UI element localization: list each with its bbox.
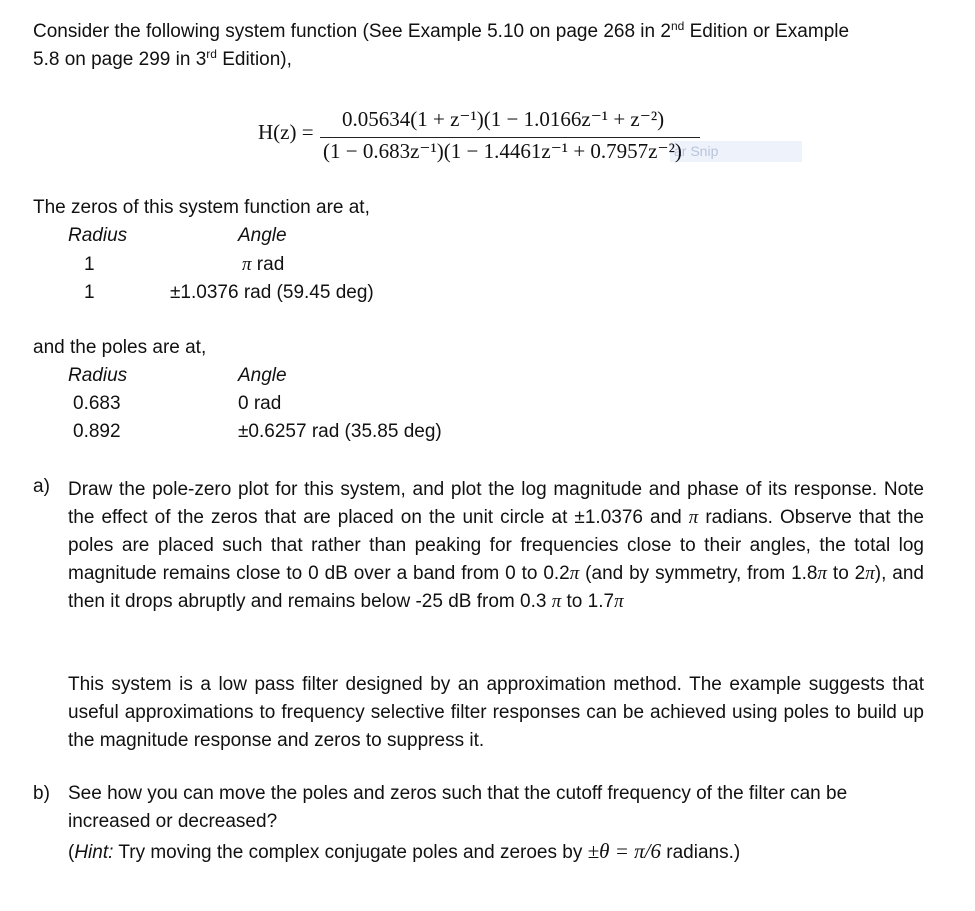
pole-2-radius: 0.892 (73, 421, 121, 442)
part-b-label: b) (33, 783, 50, 804)
intro-text-3: 5.8 on page 299 in 3 (33, 49, 207, 70)
ordinal-rd: rd (206, 47, 217, 61)
intro-text-4: Edition), (216, 49, 292, 70)
part-a-paragraph-2: This system is a low pass filter designed by an approximation method. The example suggests that useful approximations to frequency selective filter responses can be achieved using poles to build up the magnitude response and zeros to suppress it. (68, 674, 924, 751)
hint-end: radians.) (660, 842, 741, 863)
pi-symbol: π (551, 591, 562, 612)
zero-1-radius: 1 (84, 254, 95, 275)
zeros-col-angle: Angle (238, 225, 287, 246)
part-b-hint (68, 839, 740, 864)
zero-1-angle (242, 254, 284, 276)
part-a-text-5: ), and then it drops abruptly and remains below -25 dB from 0.3 (68, 563, 924, 612)
zero-2-angle: ±1.0376 rad (59.45 deg) (170, 282, 374, 303)
hint-paren: ( (68, 842, 75, 863)
pole-1-radius: 0.683 (73, 393, 121, 414)
zeros-heading: The zeros of this system function are at, (33, 197, 370, 218)
equation-numerator: 0.05634(1 + z⁻¹)(1 − 1.0166z⁻¹ + z⁻²) (342, 107, 665, 131)
part-b-line-2: increased or decreased? (68, 811, 278, 832)
zero-2-radius: 1 (84, 282, 95, 303)
equation-lhs: H(z) = (258, 120, 314, 144)
intro-text-2: Edition or Example (684, 21, 850, 42)
zeros-col-radius: Radius (68, 225, 128, 246)
intro-paragraph (33, 18, 933, 74)
ordinal-nd: nd (670, 19, 685, 33)
poles-col-angle: Angle (238, 365, 287, 386)
part-b-line-1: See how you can move the poles and zeros such that the cutoff frequency of the filter can be (68, 783, 848, 804)
part-a-text-4: to 2 (827, 563, 866, 584)
intro-text-1: Consider the following system function (See Example 5.10 on page 268 in 2 (33, 21, 671, 42)
part-a-text-1: Draw the pole-zero plot for this system, and plot the log magnitude and phase of its response. Note the effect of the zeros that are placed on the unit circle at ±1.0376 and (68, 479, 924, 528)
pi-symbol: π (865, 563, 875, 584)
poles-heading: and the poles are at, (33, 337, 207, 358)
zero-1-angle-unit: rad (251, 254, 285, 275)
part-a-paragraph (68, 476, 924, 616)
poles-col-radius: Radius (68, 365, 128, 386)
pole-2-angle: ±0.6257 rad (35.85 deg) (238, 421, 442, 442)
pi-symbol: π (817, 563, 828, 584)
hint-text: Try moving the complex conjugate poles and zeroes by (113, 842, 588, 863)
snip-overlay-ghost: ar Snip (670, 141, 802, 162)
pi-symbol: π (242, 254, 252, 275)
part-a-text-3: (and by symmetry, from 1.8 (579, 563, 818, 584)
equation-denominator: (1 − 0.683z⁻¹)(1 − 1.4461z⁻¹ + 0.7957z⁻²) (323, 139, 682, 163)
fraction-bar (320, 137, 700, 138)
hint-math: ±θ = π/6 (587, 839, 661, 863)
pi-symbol: π (569, 563, 580, 584)
pole-1-angle: 0 rad (238, 393, 282, 414)
hint-word: Hint: (74, 842, 114, 863)
part-a-text-6: to 1.7 (561, 591, 615, 612)
part-a-label: a) (33, 476, 50, 497)
pi-symbol: π (614, 591, 624, 612)
pi-symbol: π (688, 507, 699, 528)
part-a-text-2: radians. Observe that the poles are placed such that rather than peaking for frequencies close to their angles, the total log magnitude remains close to 0 dB over a band from 0 to 0.2 (68, 507, 925, 584)
